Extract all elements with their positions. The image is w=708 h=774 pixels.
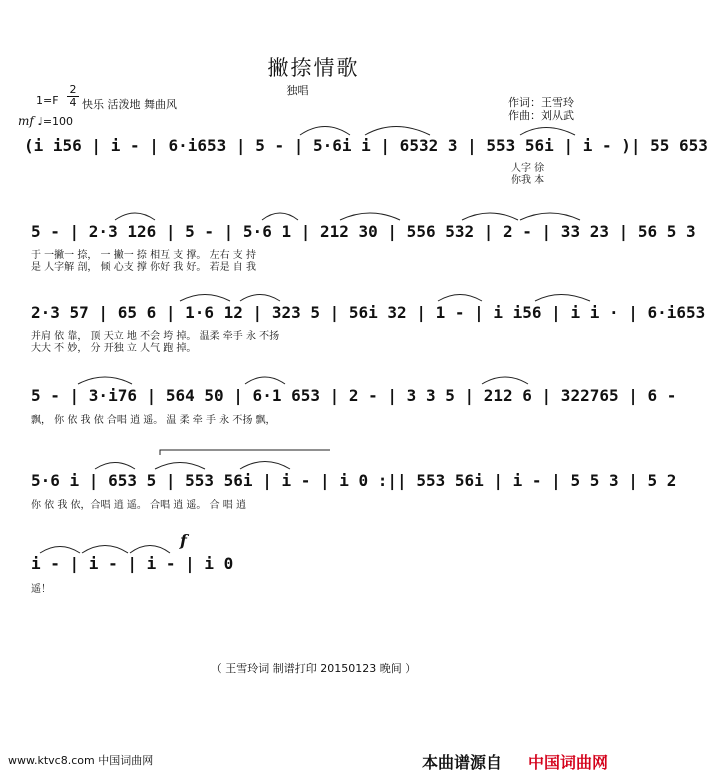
tempo-description: 快乐 活泼地 舞曲风 [82,98,177,111]
score-line-5-lyrics-1: 你 依 我 依，合唱 逍 遥。 合唱 逍 遥。 合 唱 逍 [31,500,246,511]
slur-arc [462,213,518,220]
time-signature [67,84,79,109]
score-line-3-notes: 2·3 57 | 65 6 | 1·6 12 | 323 5 | 56i 32 | 1 - | i i56 | i i · | 6·i653 [31,303,706,322]
dynamics-marking [18,114,73,128]
slur-arc [520,128,575,136]
slur-arc [245,377,285,384]
slur-arc [482,377,528,384]
lyricist-credit: 作词：王雪玲 [508,96,574,109]
slur-arc [130,546,170,554]
score-line-3-lyrics-2: 大大 不 妙， 分 开独 立 人气 跑 掉。 [31,343,197,354]
metronome-marking: ♩=100 [37,115,74,128]
source-label: 本曲谱源自 [422,753,503,772]
slur-arc [155,463,205,470]
score-line-2-lyrics-2: 是 人字解 剖， 倾 心支 撑 你好 我 好。 若是 自 我 [31,262,256,273]
site-url[interactable]: www.ktvc8.com 中国词曲网 [8,754,154,767]
slur-arc [340,213,400,220]
score-line-3-lyrics-1: 并肩 依 靠， 顶 天立 地 不会 垮 掉。 温柔 牵手 永 不扬 [31,331,280,342]
dynamics-mf: mf [18,114,34,128]
score-line-1-notes: (i i56 | i - | 6·i653 | 5 - | 5·6i i | 6532 3 | 553 56i | i - )| 55 653 [24,136,708,155]
slur-arc [78,377,132,384]
score-line-6-lyrics-1: 遥！ [31,584,51,595]
time-signature-top: 2 [69,83,77,96]
song-subtitle: 独唱 [286,84,309,97]
slur-arc [240,295,280,302]
footer-credit: （ 王雪玲词 制谱打印 20150123 晚间 ） [210,662,417,675]
dynamics-forte: f [180,531,187,550]
slur-arc [535,295,590,302]
source-name[interactable]: 中国词曲网 [528,753,609,772]
slur-arc [262,213,298,220]
score-line-1-lyrics-2: 你我 本 [511,175,545,186]
slur-arc [115,213,155,220]
slur-arc [95,463,135,470]
score-line-6-notes: i - | i - | i - | i 0 [31,554,234,573]
score-line-2-notes: 5 - | 2·3 126 | 5 - | 5·6 1 | 212 30 | 556 532 | 2 - | 33 23 | 56 5 3 [31,222,696,241]
song-title: 撇捺情歌 [267,56,360,80]
score-line-5-notes: 5·6 i | 653 5 | 553 56i | i - | i 0 :|| 553 56i | i - | 5 5 3 | 5 2 [31,471,677,490]
slur-arc [300,127,350,136]
slur-arc [438,295,482,302]
slur-arc [365,127,430,136]
slur-arc [240,462,290,470]
repeat-bracket [160,450,330,455]
time-signature-bottom: 4 [67,96,79,109]
score-line-4-lyrics-1: 飘， 你 依 我 依 合唱 逍 遥。 温 柔 牵 手 永 不扬 飘， [31,415,276,426]
slur-arc [180,295,230,302]
score-line-1-lyrics-1: 人字 徐 [511,163,545,174]
key-signature: 1=F [36,94,59,107]
score-line-2-lyrics-1: 于 一撇一 捺， 一 撇一 捺 相互 支 撑。 左右 支 持 [31,250,256,261]
score-line-4-notes: 5 - | 3·i76 | 564 50 | 6·1 653 | 2 - | 3 3 5 | 212 6 | 322765 | 6 - [31,386,677,405]
slur-arc [40,547,80,554]
slur-arc [520,213,580,220]
slur-arc [82,546,128,554]
composer-credit: 作曲：刘从武 [508,109,574,122]
